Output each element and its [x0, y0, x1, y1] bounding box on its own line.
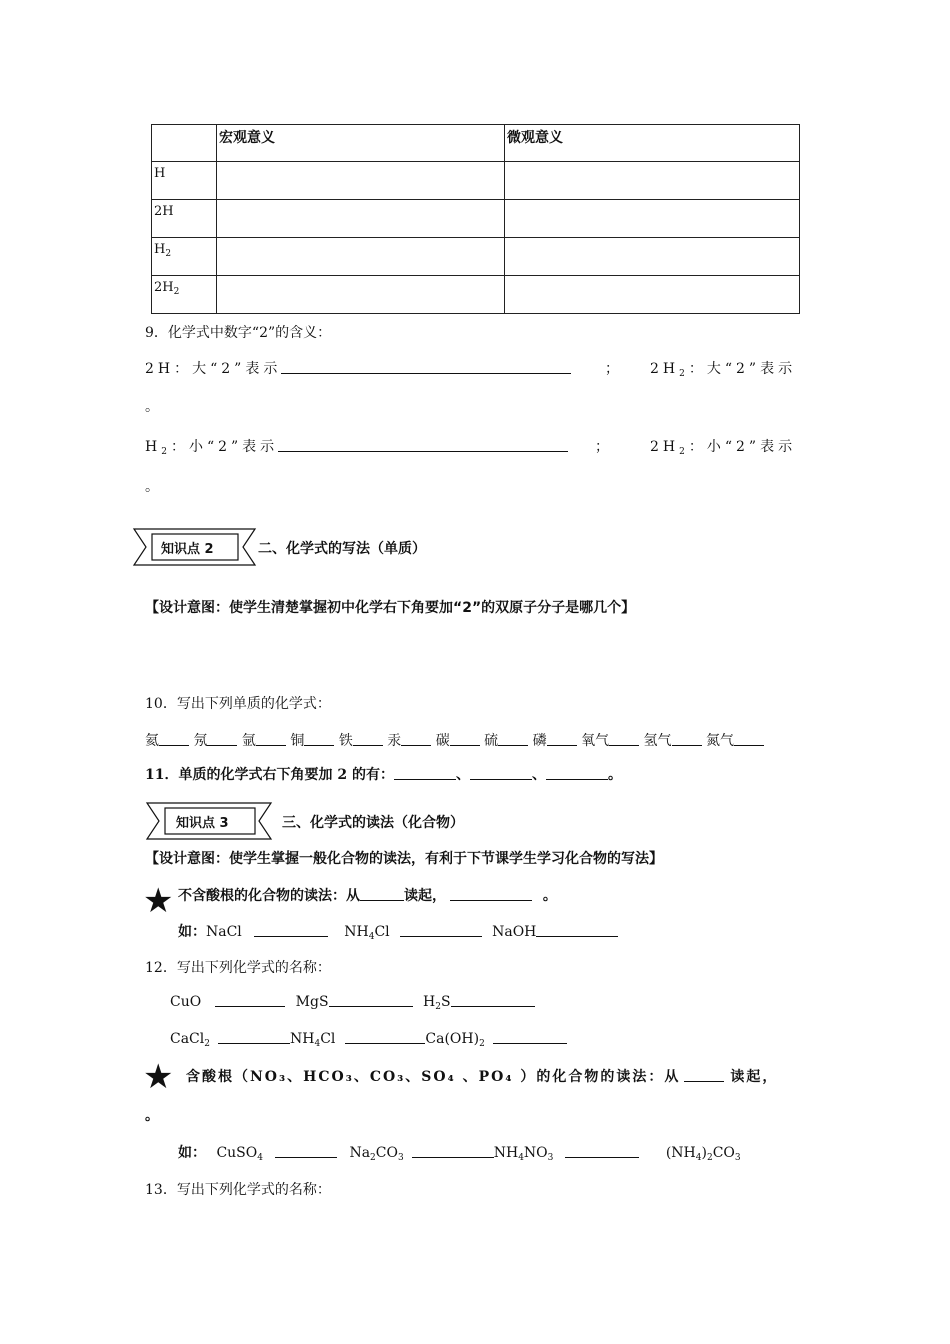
- table-row-symbol: [152, 162, 217, 200]
- kp3-intent: 【设计意图：使学生掌握一般化合物的读法，有利于下节课学生学习化合物的写法】: [145, 851, 663, 867]
- q9-end2: 。: [145, 479, 159, 495]
- example-formula: NaOH: [492, 924, 537, 940]
- answer-blank[interactable]: [304, 732, 334, 746]
- example-formula: CO: [712, 1145, 735, 1161]
- q9-line1b: [650, 358, 796, 379]
- table-cell-macro[interactable]: [217, 200, 505, 238]
- q9-l1b-post: ：大“2”表示: [688, 361, 797, 377]
- example-sub: 4: [257, 1153, 263, 1163]
- star1-examples: [178, 921, 618, 942]
- knowledge-badge-2: [132, 527, 257, 567]
- formula: CuO: [170, 994, 202, 1010]
- star1-end: 。: [542, 888, 557, 904]
- q9-line2b: [650, 436, 796, 457]
- answer-blank[interactable]: [450, 887, 532, 901]
- formula: S: [440, 994, 451, 1010]
- table-header-cell: [152, 125, 217, 162]
- q9-sep1: ；: [605, 361, 619, 377]
- answer-blank[interactable]: [547, 732, 577, 746]
- q9-sep2: ；: [595, 439, 609, 455]
- element-label: 硫: [484, 733, 499, 749]
- formula: NH: [289, 1031, 315, 1047]
- example-formula: ): [701, 1145, 707, 1161]
- answer-blank[interactable]: [207, 732, 237, 746]
- example-formula: (NH: [665, 1145, 696, 1161]
- q9-l2b-sub: 2: [679, 447, 689, 457]
- table-header-cell: [505, 125, 800, 162]
- formula: H: [423, 994, 436, 1010]
- q12-title: 12．写出下列化学式的名称：: [145, 960, 331, 976]
- q9-l2a-sub: 2: [161, 447, 171, 457]
- q9-l2a-pre: H: [145, 439, 162, 455]
- answer-blank[interactable]: [450, 732, 480, 746]
- element-label: 碳: [435, 733, 450, 749]
- example-label: 如：: [178, 1145, 206, 1161]
- example-formula: CuSO: [216, 1145, 258, 1161]
- answer-blank[interactable]: [215, 993, 285, 1007]
- formula-sub: 2: [479, 1039, 485, 1049]
- element-label: 氮气: [705, 733, 734, 749]
- symbol-text: H: [154, 166, 166, 181]
- table-row: [152, 238, 800, 276]
- table-cell-macro[interactable]: [217, 238, 505, 276]
- table-row: [152, 162, 800, 200]
- table-header-cell: [217, 125, 505, 162]
- kp2-intent: 【设计意图：使学生清楚掌握初中化学右下角要加“2”的双原子分子是哪几个】: [145, 600, 636, 616]
- element-label: 铜: [290, 733, 305, 749]
- example-formula: Na: [349, 1145, 371, 1161]
- formula: CaCl: [170, 1031, 205, 1047]
- meaning-table: [151, 124, 800, 314]
- q11-prefix: 11．单质的化学式右下角要加 2 的有：: [145, 767, 394, 783]
- answer-blank[interactable]: [672, 732, 702, 746]
- table-row: [152, 276, 800, 314]
- kp2-title: 二、化学式的写法（单质）: [258, 541, 426, 557]
- q11-end: 。: [607, 767, 622, 783]
- formula: Ca(OH): [425, 1031, 480, 1047]
- badge-label: 知识点 2: [161, 542, 214, 557]
- table-row-symbol: [152, 276, 217, 314]
- table-cell-micro[interactable]: [505, 238, 800, 276]
- q11-sep: 、: [455, 767, 470, 783]
- answer-blank[interactable]: [493, 1030, 567, 1044]
- q9-l1b-sub: 2: [679, 369, 689, 379]
- element-label: 氦: [145, 733, 159, 749]
- answer-blank[interactable]: [394, 766, 456, 780]
- answer-blank[interactable]: [400, 923, 482, 937]
- star2-rule: [186, 1066, 778, 1086]
- example-sub: 4: [368, 932, 375, 942]
- answer-blank[interactable]: [451, 993, 535, 1007]
- example-sub: 2: [706, 1153, 713, 1163]
- q11-sep: 、: [531, 767, 546, 783]
- formula-sub: 4: [314, 1039, 321, 1049]
- symbol-text: 2H: [154, 204, 174, 219]
- answer-blank[interactable]: [256, 732, 286, 746]
- answer-blank[interactable]: [159, 732, 189, 746]
- table-row-symbol: [152, 238, 217, 276]
- example-formula: CO: [375, 1145, 398, 1161]
- q10-items: [145, 730, 764, 750]
- element-label: 铁: [338, 733, 353, 749]
- symbol-sub: 2: [173, 287, 180, 297]
- example-sub: 4: [695, 1153, 702, 1163]
- example-formula: Cl: [374, 924, 390, 940]
- table-cell-micro[interactable]: [505, 276, 800, 314]
- answer-blank[interactable]: [218, 1030, 290, 1044]
- q9-l2b-pre: 2H: [650, 439, 680, 455]
- star-icon: ★: [143, 1057, 174, 1097]
- example-sub: 3: [397, 1153, 404, 1163]
- element-label: 氩: [241, 733, 256, 749]
- answer-blank[interactable]: [412, 1144, 494, 1158]
- knowledge-badge-3: [145, 801, 273, 841]
- example-formula: NH: [344, 924, 369, 940]
- table-header-row: [152, 125, 800, 162]
- symbol-text: H: [154, 242, 166, 257]
- q12-row1: [170, 993, 535, 1012]
- star2-text: 含酸根（NO₃、HCO₃、CO₃、SO₄ 、PO₄ ）的化合物的读法：从: [186, 1069, 681, 1085]
- star1-rule: [178, 885, 557, 905]
- answer-blank[interactable]: [684, 1068, 724, 1082]
- example-formula: NaCl: [206, 924, 242, 940]
- star1-text-a: 不含酸根的化合物的读法：从: [178, 888, 360, 904]
- answer-blank[interactable]: [329, 993, 413, 1007]
- q9-l1b-pre: 2H: [650, 361, 680, 377]
- element-label: 氢气: [643, 733, 672, 749]
- answer-blank[interactable]: [565, 1144, 639, 1158]
- answer-blank[interactable]: [401, 732, 431, 746]
- table-cell-macro[interactable]: [217, 162, 505, 200]
- table-row-symbol: [152, 200, 217, 238]
- symbol-sub: 2: [165, 249, 172, 259]
- formula-sub: 2: [204, 1039, 210, 1049]
- example-sub: 3: [547, 1153, 554, 1163]
- star2-examples: [178, 1142, 741, 1163]
- formula: Cl: [320, 1031, 336, 1047]
- example-formula: NO: [523, 1145, 548, 1161]
- kp3-title: 三、化学式的读法（化合物）: [282, 815, 464, 831]
- example-sub: 4: [518, 1153, 524, 1163]
- header-macro: 宏观意义: [219, 130, 275, 146]
- example-formula: NH: [493, 1145, 519, 1161]
- q9-l2a-post: ：小“2”表示: [170, 439, 279, 455]
- q9-end1: 。: [145, 399, 159, 415]
- q11: [145, 764, 622, 784]
- answer-blank[interactable]: [546, 766, 608, 780]
- badge-label: 知识点 3: [176, 816, 229, 831]
- q10-title: 10．写出下列单质的化学式：: [145, 696, 331, 712]
- answer-blank[interactable]: [254, 923, 328, 937]
- answer-blank[interactable]: [345, 1030, 425, 1044]
- example-label: 如：: [178, 924, 206, 940]
- example-sub: 2: [370, 1153, 376, 1163]
- star1-text-b: 读起，: [404, 888, 446, 904]
- q9-l2b-post: ：小“2”表示: [688, 439, 797, 455]
- answer-blank[interactable]: [275, 1144, 337, 1158]
- table-cell-macro[interactable]: [217, 276, 505, 314]
- formula: MgS: [295, 994, 329, 1010]
- answer-blank[interactable]: [278, 438, 568, 452]
- q9-line1a: [145, 358, 571, 378]
- q9-l1a-text: 2H：大“2”表示: [145, 361, 282, 377]
- q9-title: 9．化学式中数字“2”的含义：: [145, 325, 332, 341]
- table-cell-micro[interactable]: [505, 200, 800, 238]
- element-label: 汞: [387, 733, 402, 749]
- element-label: 氧气: [581, 733, 610, 749]
- table-row: [152, 200, 800, 238]
- formula-sub: 2: [435, 1002, 441, 1012]
- table-cell-micro[interactable]: [505, 162, 800, 200]
- answer-blank[interactable]: [609, 732, 639, 746]
- answer-blank[interactable]: [360, 887, 404, 901]
- answer-blank[interactable]: [498, 732, 528, 746]
- q13-title: 13．写出下列化学式的名称：: [145, 1182, 331, 1198]
- header-micro: 微观意义: [507, 130, 563, 146]
- q12-row2: [170, 1030, 567, 1049]
- star2-end: 。: [145, 1108, 159, 1124]
- element-label: 磷: [532, 733, 547, 749]
- answer-blank[interactable]: [536, 923, 618, 937]
- star2-text-end: 读起，: [730, 1069, 779, 1085]
- symbol-text: 2H: [154, 280, 174, 295]
- q9-line2a: [145, 436, 568, 457]
- star-icon: ★: [143, 881, 174, 921]
- answer-blank[interactable]: [734, 732, 764, 746]
- example-sub: 3: [734, 1153, 741, 1163]
- element-label: 氖: [193, 733, 208, 749]
- answer-blank[interactable]: [470, 766, 532, 780]
- answer-blank[interactable]: [281, 360, 571, 374]
- answer-blank[interactable]: [353, 732, 383, 746]
